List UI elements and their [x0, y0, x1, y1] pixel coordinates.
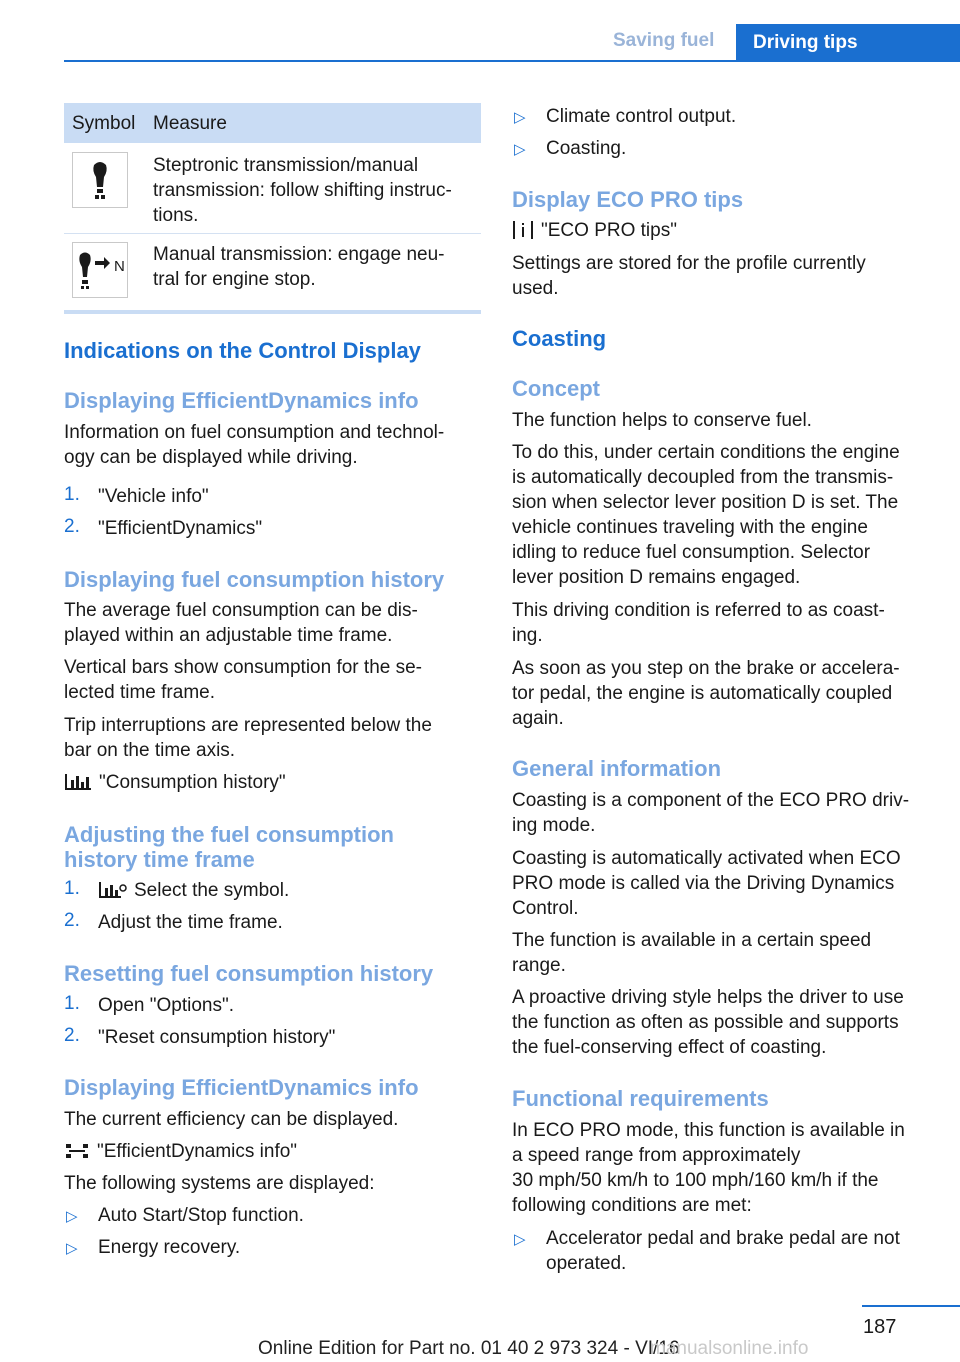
heading-adjust: Adjusting the fuel consumption history time frame [64, 822, 394, 872]
step-text: "Reset consumption history" [98, 1027, 336, 1048]
paragraph-current: The current efficiency can be displayed. [64, 1109, 399, 1130]
bar-chart-settings-icon [98, 880, 128, 900]
menu-efficientdynamics-info: "EfficientDynamics info" [97, 1141, 298, 1162]
paragraph-general-4: A proactive driving style helps the driver to use the function as often as possible and supports the fuel-conserving effect of coasting. [512, 987, 904, 1058]
menu-eco-pro-tips: "ECO PRO tips" [541, 220, 677, 241]
measure-text: Steptronic transmission/manual transmission: follow shifting instruc- tions. [153, 155, 452, 226]
bullet-triangle-icon: ▷ [514, 141, 526, 158]
bullet-triangle-icon: ▷ [514, 1231, 526, 1248]
paragraph-general-1: Coasting is a component of the ECO PRO driv- ing mode. [512, 790, 910, 836]
svg-text:N: N [114, 258, 125, 275]
menu-consumption-history: "Consumption history" [99, 772, 286, 793]
step-number: 1. [64, 484, 80, 505]
footer-edition: Online Edition for Part no. 01 40 2 973 324 - VI/16 [258, 1338, 680, 1359]
heading-reset: Resetting fuel consumption history [64, 961, 434, 986]
table-bottom-rule [64, 310, 481, 314]
paragraph-settings: Settings are stored for the profile currently used. [512, 253, 866, 299]
paragraph-systems: The following systems are displayed: [64, 1173, 375, 1194]
list-item: Energy recovery. [98, 1237, 241, 1258]
list-item: Coasting. [546, 138, 627, 159]
step-text: Select the symbol. [134, 880, 290, 901]
step-text: Adjust the time frame. [98, 912, 283, 933]
symbol-measure-table [64, 103, 481, 309]
paragraph-history-2: Vertical bars show consumption for the se- lected time frame. [64, 657, 423, 703]
paragraph-history-1: The average fuel consumption can be dis- played within an adjustable time frame. [64, 600, 418, 646]
bullet-triangle-icon: ▷ [66, 1240, 78, 1257]
bullet-triangle-icon: ▷ [514, 109, 526, 126]
step-number: 1. [64, 878, 80, 899]
col-measure-header: Measure [153, 113, 227, 134]
page-number: 187 [863, 1316, 897, 1338]
bullet-triangle-icon: ▷ [66, 1208, 78, 1225]
header-section-label: Saving fuel [613, 30, 715, 51]
step-number: 2. [64, 516, 80, 537]
list-item: Accelerator pedal and brake pedal are not operated. [546, 1228, 900, 1274]
paragraph-history-3: Trip interruptions are represented below the bar on the time axis. [64, 715, 432, 761]
table-row [64, 233, 481, 309]
heading-history: Displaying fuel consumption history [64, 567, 445, 592]
gear-shift-hint-icon [72, 152, 128, 208]
step-text: "EfficientDynamics" [98, 518, 263, 539]
header-rule [64, 60, 960, 62]
paragraph-concept-3: This driving condition is referred to as coast- ing. [512, 600, 885, 646]
heading-indications: Indications on the Control Display [64, 338, 421, 363]
list-item: Climate control output. [546, 106, 737, 127]
paragraph-concept-1: The function helps to conserve fuel. [512, 410, 812, 431]
table-row [64, 143, 481, 233]
col-symbol-header: Symbol [72, 113, 136, 134]
neutral-hint-icon [72, 242, 128, 298]
step-text: Open "Options". [98, 995, 235, 1016]
paragraph-functional: In ECO PRO mode, this function is available in a speed range from approximately 30 mph/50 km/h to 100 mph/160 km/h if the following conditions are met: [512, 1120, 905, 1216]
header-chapter-tab: Driving tips [736, 24, 960, 62]
footer-rule [862, 1305, 960, 1307]
heading-general-information: General information [512, 756, 722, 781]
heading-ed-info: Displaying EfficientDynamics info [64, 388, 419, 413]
heading-ed-info-2: Displaying EfficientDynamics info [64, 1075, 419, 1100]
step-number: 2. [64, 1025, 80, 1046]
step-text: "Vehicle info" [98, 486, 209, 507]
info-icon [512, 220, 534, 240]
paragraph-ed-info: Information on fuel consumption and technol- ogy can be displayed while driving. [64, 422, 445, 468]
paragraph-general-2: Coasting is automatically activated when ECO PRO mode is called via the Driving Dynamics Control. [512, 848, 901, 919]
paragraph-general-3: The function is available in a certain speed range. [512, 930, 872, 976]
step-number: 2. [64, 910, 80, 931]
list-item: Auto Start/Stop function. [98, 1205, 304, 1226]
drivetrain-icon [64, 1142, 90, 1160]
heading-coasting: Coasting [512, 326, 607, 351]
paragraph-concept-2: To do this, under certain conditions the engine is automatically decoupled from the transmis- sion when selector lever position D is set. The vehicle continues traveling with the engine idling to reduce fuel consumption. Selector lever position D remains engaged. [512, 442, 900, 588]
bar-chart-icon [64, 772, 92, 792]
heading-functional-requirements: Functional requirements [512, 1086, 769, 1111]
watermark: manualsonline.info [650, 1338, 809, 1359]
paragraph-concept-4: As soon as you step on the brake or accelera- tor pedal, the engine is automatically coupled again. [512, 658, 900, 729]
step-number: 1. [64, 993, 80, 1014]
heading-eco-tips: Display ECO PRO tips [512, 187, 744, 212]
heading-concept: Concept [512, 376, 600, 401]
measure-text: Manual transmission: engage neu- tral for engine stop. [153, 244, 445, 290]
table-header [64, 103, 481, 143]
